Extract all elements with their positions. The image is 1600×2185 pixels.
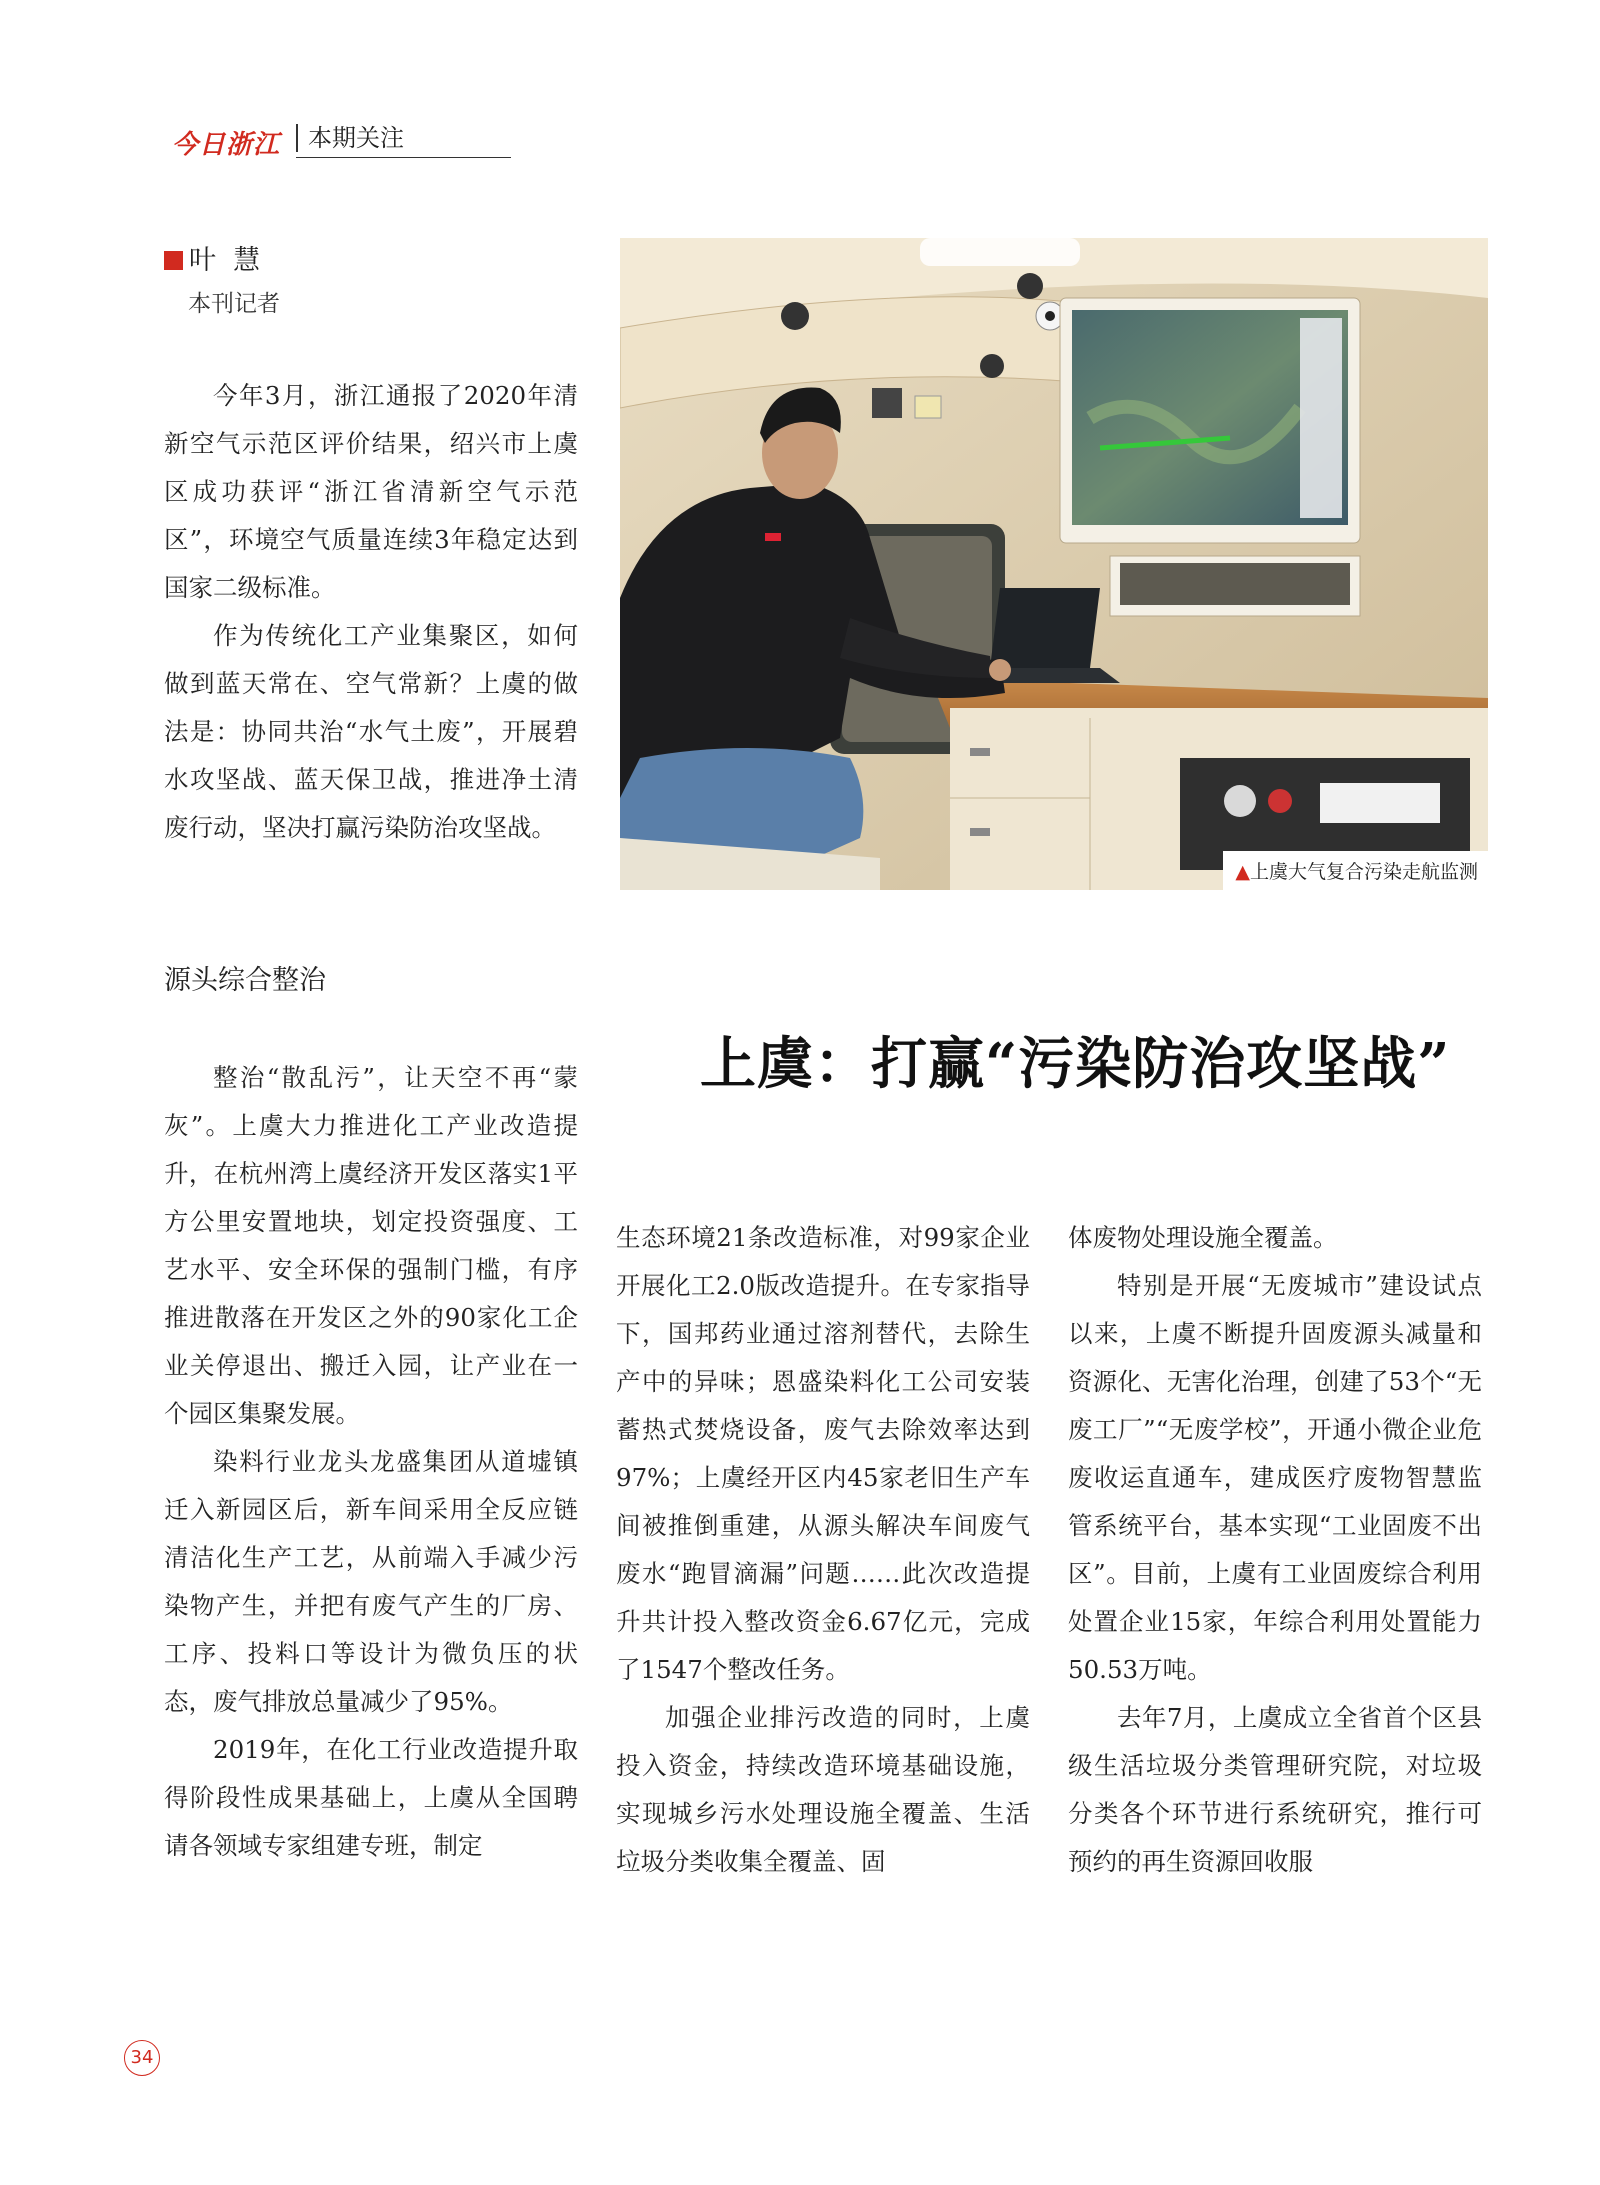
middle-column [616,1214,1030,1886]
page-number: 34 [124,2040,160,2076]
red-square-icon [164,251,183,270]
photo-caption: ▲上虞大气复合污染走航监测 [1223,851,1488,890]
section-subhead: 源头综合整治 [164,965,326,996]
author-role: 本刊记者 [188,291,280,317]
intro-paragraph: 作为传统化工产业集聚区，如何做到蓝天常在、空气常新？上虞的做法是：协同共治“水气土废”，开展碧水攻坚战、蓝天保卫战，推进净土清废行动，坚决打赢污染防治攻坚战。 [164,621,578,842]
intro-paragraph: 今年3月，浙江通报了2020年清新空气示范区评价结果，绍兴市上虞区成功获评“浙江省清新空气示范区”，环境空气质量连续3年稳定达到国家二级标准。 [164,381,578,602]
body-paragraph: 体废物处理设施全覆盖。 [1068,1223,1338,1252]
body-paragraph: 整治“散乱污”，让天空不再“蒙灰”。上虞大力推进化工产业改造提升，在杭州湾上虞经济开发区落实1平方公里安置地块，划定投资强度、工艺水平、安全环保的强制门槛，有序推进散落在开发区之外的90家化工企业关停退出、搬迁入园，让产业在一个园区集聚发展。 [164,1063,578,1428]
body-paragraph: 染料行业龙头龙盛集团从道墟镇迁入新园区后，新车间采用全反应链清洁化生产工艺，从前端入手减少污染物产生，并把有废气产生的厂房、工序、投料口等设计为微负压的状态，废气排放总量减少了95%。 [164,1447,578,1716]
author-name: 叶 慧 [189,245,261,276]
intro-column [164,372,578,852]
triangle-icon: ▲ [1235,861,1250,883]
magazine-logo: 今日浙江 [172,130,281,160]
body-paragraph: 去年7月，上虞成立全省首个区县级生活垃圾分类管理研究院，对垃圾分类各个环节进行系统研究，推行可预约的再生资源回收服 [1068,1703,1482,1876]
header-rule [296,157,511,158]
body-paragraph: 特别是开展“无废城市”建设试点以来，上虞不断提升固废源头减量和资源化、无害化治理，创建了53个“无废工厂”“无废学校”，开通小微企业危废收运直通车，建成医疗废物智慧监管系统平台，基本实现“工业固废不出区”。目前，上虞有工业固废综合利用处置企业15家，年综合利用处置能力50.53万吨。 [1068,1271,1482,1684]
body-paragraph: 加强企业排污改造的同时，上虞投入资金，持续改造环境基础设施，实现城乡污水处理设施全覆盖、生活垃圾分类收集全覆盖、固 [616,1703,1030,1876]
monitoring-vehicle-photo [620,238,1488,890]
body-paragraph: 生态环境21条改造标准，对99家企业开展化工2.0版改造提升。在专家指导下，国邦药业通过溶剂替代，去除生产中的异味；恩盛染料化工公司安装蓄热式焚烧设备，废气去除效率达到97%；上虞经开区内45家老旧生产车间被推倒重建，从源头解决车间废气废水“跑冒滴漏”问题……此次改造提升共计投入整改资金6.67亿元，完成了1547个整改任务。 [616,1223,1030,1684]
right-column [1068,1214,1482,1886]
feature-photo [620,238,1488,890]
author-byline [164,238,260,277]
left-column [164,1054,578,1870]
section-label: 本期关注 [296,124,404,152]
body-paragraph: 2019年，在化工行业改造提升取得阶段性成果基础上，上虞从全国聘请各领域专家组建专班，制定 [164,1735,578,1860]
article-headline: 上虞：打赢“污染防治攻坚战” [700,1031,1451,1097]
